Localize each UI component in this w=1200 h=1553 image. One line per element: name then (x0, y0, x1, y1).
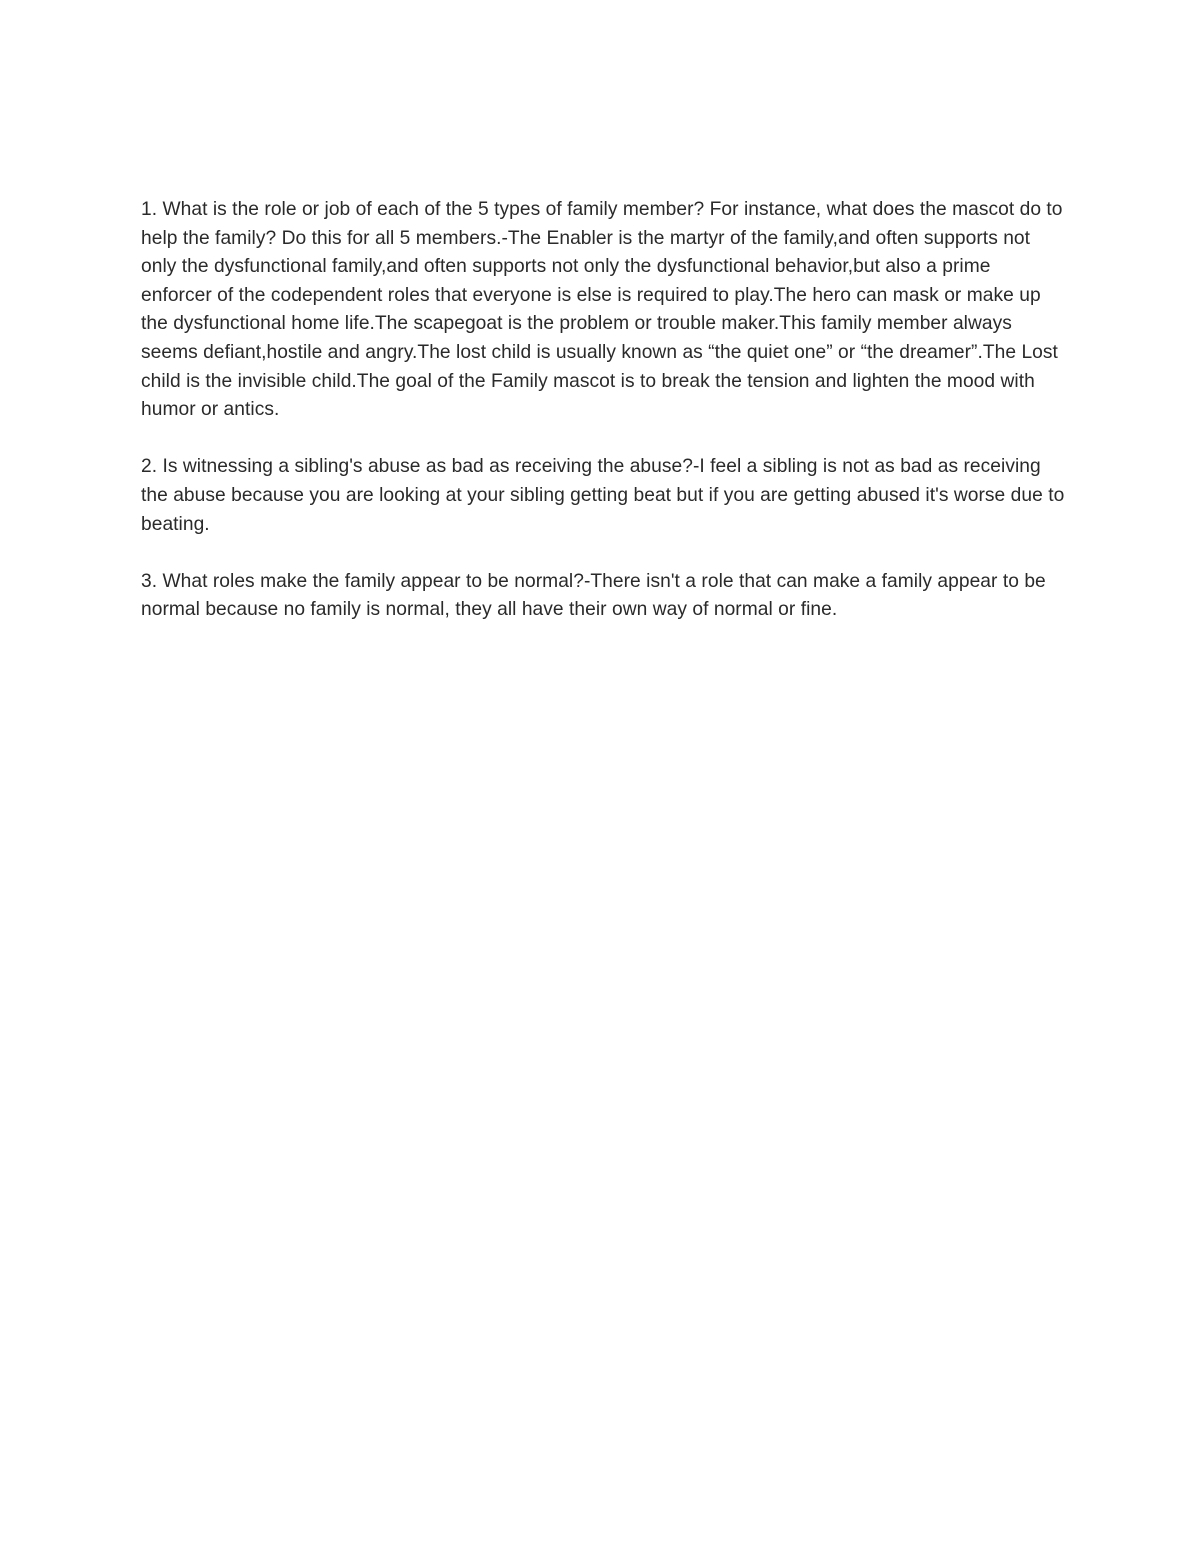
answer-paragraph-1: 1. What is the role or job of each of the 5 types of family member? For instance, what does the mascot do to help the family? Do this for all 5 members.-The Enabler is the martyr of the family,and often supports not only the dysfunctional family,and often supports not only the dysfunctional behavior,but also a prime enforcer of the codependent roles that everyone is else is required to play.The hero can mask or make up the dysfunctional home life.The scapegoat is the problem or trouble maker.This family member always seems defiant,hostile and angry.The lost child is usually known as “the quiet one” or “the dreamer”.The Lost child is the invisible child.The goal of the Family mascot is to break the tension and lighten the mood with humor or antics. (141, 199, 1063, 421)
answer-paragraph-3: 3. What roles make the family appear to be normal?-There isn't a role that can make a family appear to be normal because no family is normal, they all have their own way of normal or fine. (141, 570, 1046, 621)
document-body (141, 196, 1066, 654)
answer-paragraph-2: 2. Is witnessing a sibling's abuse as bad as receiving the abuse?-I feel a sibling is not as bad as receiving the abuse because you are looking at your sibling getting beat but if you are getting abused it's worse due to beating. (141, 456, 1065, 535)
